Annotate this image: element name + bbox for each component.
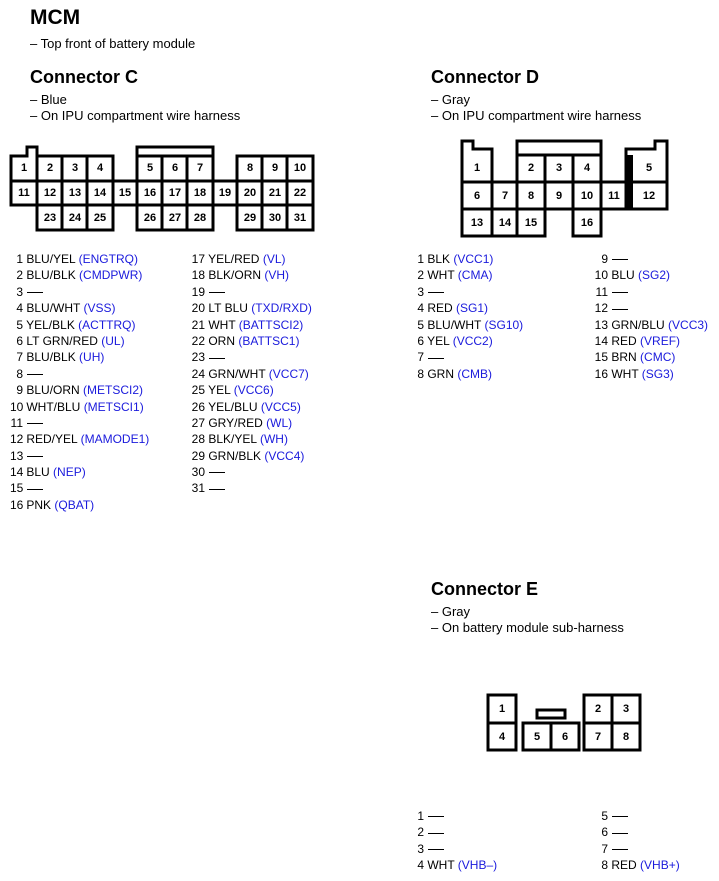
cavity-label: 21 xyxy=(268,187,282,199)
pin-row xyxy=(588,284,708,300)
cavity-label: 7 xyxy=(196,162,204,174)
cavity-label: 12 xyxy=(642,190,656,202)
pin-number: 10 xyxy=(594,268,608,283)
cavity-label: 8 xyxy=(622,731,630,743)
cavity-label: 11 xyxy=(18,187,30,199)
pin-row xyxy=(411,284,523,300)
pin-row xyxy=(186,399,312,415)
pin-row xyxy=(588,267,708,283)
connector-c-pins-right xyxy=(186,251,312,497)
signal-name: (METSCI1) xyxy=(83,399,144,414)
signal-name: (VHB–) xyxy=(457,858,498,873)
pin-row xyxy=(186,300,312,316)
wire-color: RED xyxy=(611,333,637,348)
pin-row xyxy=(588,857,680,873)
signal-name: (CMB) xyxy=(457,366,493,381)
signal-name: (VCC6) xyxy=(233,383,274,398)
signal-name: (CMDPWR) xyxy=(79,268,143,283)
wire-color: GRN/WHT xyxy=(208,366,266,381)
pin-number: 15 xyxy=(10,481,24,496)
cavity-label: 14 xyxy=(93,187,107,199)
wire-color: GRN/BLK xyxy=(208,448,262,463)
cavity-label: 9 xyxy=(555,190,563,202)
wire-color: BLU/BLK xyxy=(26,350,76,365)
connector-d-pins-right xyxy=(588,251,708,382)
pin-row xyxy=(186,284,312,300)
pin-row xyxy=(411,317,523,333)
wire-color: RED xyxy=(611,858,637,873)
pin-row xyxy=(186,251,312,267)
wire-color: WHT/BLU xyxy=(26,399,81,414)
pin-number: 27 xyxy=(191,415,205,430)
pin-number: 20 xyxy=(191,301,205,316)
signal-name: (SG2) xyxy=(638,268,671,283)
pin-number: 1 xyxy=(16,252,23,266)
pin-row xyxy=(10,464,149,480)
wire-color: BLU xyxy=(611,268,635,283)
pin-number: 5 xyxy=(601,809,608,823)
cavity-label: 28 xyxy=(193,212,207,224)
pin-number: 11 xyxy=(10,415,23,430)
wire-color: BLU/WHT xyxy=(26,301,81,316)
pin-number: 5 xyxy=(417,317,424,332)
signal-name: (SG3) xyxy=(641,366,674,381)
pin-row xyxy=(411,267,523,283)
signal-name: (SG1) xyxy=(456,301,489,316)
cavity-label: 1 xyxy=(20,162,28,174)
cavity-label: 5 xyxy=(146,162,154,174)
cavity-label: 3 xyxy=(555,162,563,174)
pin-row xyxy=(186,464,312,480)
pin-number: 28 xyxy=(191,432,205,447)
signal-name: (VREF) xyxy=(640,333,681,348)
cavity-label: 14 xyxy=(498,217,512,229)
wire-color: BLU/YEL xyxy=(26,252,76,266)
cavity-label: 30 xyxy=(268,212,282,224)
pin-number: 30 xyxy=(191,465,205,480)
wire-color: BLU xyxy=(26,465,50,480)
connector-d-title: Connector D xyxy=(431,67,539,87)
pin-number: 29 xyxy=(191,448,205,463)
pin-row xyxy=(588,317,708,333)
unused-pin-dash xyxy=(428,833,444,834)
pin-row xyxy=(186,366,312,382)
pin-row xyxy=(588,300,708,316)
wire-color: GRY/RED xyxy=(208,415,263,430)
unused-pin-dash xyxy=(428,816,444,817)
wire-color: BLK/ORN xyxy=(208,268,262,283)
wire-color: BLK/YEL xyxy=(208,432,257,447)
signal-name: (CMA) xyxy=(457,268,493,283)
unused-pin-dash xyxy=(612,849,628,850)
signal-name: (VL) xyxy=(262,252,286,266)
cavity-label: 10 xyxy=(293,162,307,174)
pin-row xyxy=(588,251,708,267)
unused-pin-dash xyxy=(209,292,225,293)
signal-name: (VCC2) xyxy=(452,333,493,348)
cavity-label: 4 xyxy=(96,162,104,174)
pin-row xyxy=(10,448,149,464)
cavity-label: 6 xyxy=(171,162,179,174)
pin-row xyxy=(10,366,149,382)
pin-number: 4 xyxy=(16,301,23,316)
pin-row xyxy=(10,399,149,415)
pin-row xyxy=(411,251,523,267)
wire-color: BLU/BLK xyxy=(26,268,76,283)
cavity-label: 10 xyxy=(580,190,594,202)
pin-number: 18 xyxy=(191,268,205,283)
signal-name: (QBAT) xyxy=(54,497,95,512)
pin-number: 22 xyxy=(191,333,205,348)
signal-name: (ENGTRQ) xyxy=(78,252,138,266)
connector-e-pins-right xyxy=(588,808,680,874)
pin-row xyxy=(10,300,149,316)
connector-d-color: – Gray xyxy=(431,92,471,107)
pin-number: 31 xyxy=(191,481,205,496)
signal-name: (CMC) xyxy=(640,350,676,365)
pin-number: 26 xyxy=(191,399,205,414)
cavity-label: 6 xyxy=(561,731,569,743)
unused-pin-dash xyxy=(612,292,628,293)
pin-number: 2 xyxy=(417,268,424,283)
pin-row xyxy=(10,431,149,447)
cavity-label: 22 xyxy=(293,187,307,199)
cavity-label: 8 xyxy=(246,162,254,174)
pin-number: 6 xyxy=(601,825,608,840)
wire-color: RED xyxy=(427,301,453,316)
pin-row xyxy=(10,349,149,365)
unused-pin-dash xyxy=(428,358,444,359)
wire-color: LT BLU xyxy=(208,301,248,316)
cavity-label: 15 xyxy=(118,187,132,199)
wire-color: WHT xyxy=(208,317,236,332)
pin-number: 15 xyxy=(594,350,608,365)
wire-color: BLK xyxy=(427,252,451,266)
cavity-label: 9 xyxy=(271,162,279,174)
wire-color: WHT xyxy=(611,366,639,381)
wire-color: PNK xyxy=(26,497,52,512)
pin-row xyxy=(10,382,149,398)
pin-row xyxy=(186,431,312,447)
signal-name: (VCC3) xyxy=(668,317,709,332)
pin-row xyxy=(186,415,312,431)
pin-number: 17 xyxy=(191,252,205,266)
pin-row xyxy=(10,333,149,349)
pin-row xyxy=(411,333,523,349)
signal-name: (UL) xyxy=(101,333,125,348)
unused-pin-dash xyxy=(27,292,43,293)
pin-row xyxy=(411,841,497,857)
cavity-label: 3 xyxy=(622,703,630,715)
pin-number: 21 xyxy=(191,317,205,332)
wire-color: WHT xyxy=(427,268,455,283)
pin-number: 9 xyxy=(601,252,608,266)
wire-color: LT GRN/RED xyxy=(26,333,98,348)
cavity-label: 8 xyxy=(527,190,535,202)
signal-name: (SG10) xyxy=(484,317,524,332)
unused-pin-dash xyxy=(428,292,444,293)
wire-color: RED/YEL xyxy=(26,432,78,447)
wire-color: YEL xyxy=(208,383,231,398)
connector-d-pins-left xyxy=(411,251,523,382)
wire-color: BLU/ORN xyxy=(26,383,80,398)
pin-row xyxy=(588,333,708,349)
pin-number: 3 xyxy=(417,841,424,856)
pin-number: 4 xyxy=(417,301,424,316)
pin-number: 2 xyxy=(417,825,424,840)
pin-number: 3 xyxy=(417,284,424,299)
unused-pin-dash xyxy=(612,816,628,817)
cavity-label: 4 xyxy=(498,731,506,743)
pin-number: 8 xyxy=(417,366,424,381)
cavity-label: 26 xyxy=(143,212,157,224)
cavity-label: 18 xyxy=(193,187,207,199)
wire-color: GRN xyxy=(427,366,455,381)
pin-row xyxy=(411,349,523,365)
pin-number: 10 xyxy=(10,399,24,414)
pin-number: 4 xyxy=(417,858,424,873)
signal-name: (VHB+) xyxy=(640,858,680,873)
pin-number: 7 xyxy=(601,841,608,856)
signal-name: (BATTSCI2) xyxy=(238,317,304,332)
connector-c-pins-left xyxy=(10,251,149,513)
signal-name: (WH) xyxy=(259,432,288,447)
wire-color: YEL/BLU xyxy=(208,399,258,414)
pin-row xyxy=(10,251,149,267)
pin-row xyxy=(588,349,708,365)
pin-row xyxy=(186,480,312,496)
pin-number: 1 xyxy=(417,252,424,266)
pin-number: 8 xyxy=(601,858,608,873)
pin-row xyxy=(10,267,149,283)
pin-number: 13 xyxy=(10,448,24,463)
signal-name: (VCC5) xyxy=(260,399,301,414)
signal-name: (VSS) xyxy=(83,301,116,316)
pin-number: 7 xyxy=(417,350,424,365)
pin-row xyxy=(10,497,149,513)
pin-row xyxy=(186,267,312,283)
unused-pin-dash xyxy=(27,423,43,424)
signal-name: (NEP) xyxy=(53,465,86,480)
signal-name: (ACTTRQ) xyxy=(78,317,136,332)
pin-number: 12 xyxy=(594,301,608,316)
signal-name: (METSCI2) xyxy=(83,383,144,398)
pin-number: 7 xyxy=(16,350,23,365)
unused-pin-dash xyxy=(612,309,628,310)
pin-number: 16 xyxy=(594,366,608,381)
cavity-label: 2 xyxy=(527,162,535,174)
wire-color: GRN/BLU xyxy=(611,317,665,332)
pin-number: 13 xyxy=(594,317,608,332)
pin-row xyxy=(411,824,497,840)
signal-name: (WL) xyxy=(266,415,293,430)
unused-pin-dash xyxy=(428,849,444,850)
signal-name: (BATTSC1) xyxy=(238,333,300,348)
signal-name: (MAMODE1) xyxy=(80,432,150,447)
pin-row xyxy=(186,317,312,333)
cavity-label: 7 xyxy=(501,190,509,202)
pin-row xyxy=(186,382,312,398)
signal-name: (UH) xyxy=(79,350,105,365)
cavity-label: 17 xyxy=(168,187,182,199)
page-title: MCM xyxy=(30,6,81,29)
pin-number: 8 xyxy=(16,366,23,381)
pin-number: 11 xyxy=(595,284,608,299)
pin-row xyxy=(411,300,523,316)
pin-number: 6 xyxy=(16,333,23,348)
pin-number: 14 xyxy=(10,465,24,480)
wire-color: YEL/BLK xyxy=(26,317,75,332)
pin-row xyxy=(186,448,312,464)
pin-number: 12 xyxy=(10,432,24,447)
cavity-label: 19 xyxy=(218,187,232,199)
unused-pin-dash xyxy=(27,456,43,457)
connector-e-title: Connector E xyxy=(431,579,539,599)
pin-number: 3 xyxy=(16,284,23,299)
pin-number: 14 xyxy=(594,333,608,348)
wire-color: YEL/RED xyxy=(208,252,260,266)
cavity-label: 16 xyxy=(143,187,157,199)
wire-color: ORN xyxy=(208,333,236,348)
cavity-label: 16 xyxy=(580,217,594,229)
cavity-label: 23 xyxy=(43,212,57,224)
pin-number: 23 xyxy=(191,350,205,365)
signal-name: (VH) xyxy=(264,268,290,283)
pin-row xyxy=(10,317,149,333)
cavity-label: 2 xyxy=(46,162,54,174)
cavity-label: 7 xyxy=(594,731,602,743)
cavity-label: 2 xyxy=(594,703,602,715)
cavity-label: 20 xyxy=(243,187,257,199)
pin-number: 9 xyxy=(16,383,23,398)
unused-pin-dash xyxy=(209,472,225,473)
signal-name: (TXD/RXD) xyxy=(251,301,312,316)
connector-c-location: – On IPU compartment wire harness xyxy=(30,108,241,123)
pin-row xyxy=(411,366,523,382)
wire-color: BLU/WHT xyxy=(427,317,482,332)
pin-row xyxy=(10,480,149,496)
pin-row xyxy=(10,284,149,300)
pin-row xyxy=(186,333,312,349)
connector-c-color: – Blue xyxy=(30,92,67,107)
pin-number: 5 xyxy=(16,317,23,332)
unused-pin-dash xyxy=(612,259,628,260)
cavity-label: 13 xyxy=(470,217,484,229)
connector-e-location: – On battery module sub-harness xyxy=(431,620,624,635)
cavity-label: 24 xyxy=(68,212,82,224)
cavity-label: 3 xyxy=(71,162,79,174)
unused-pin-dash xyxy=(209,358,225,359)
wire-color: BRN xyxy=(611,350,637,365)
pin-row xyxy=(10,415,149,431)
cavity-label: 25 xyxy=(93,212,107,224)
pin-row xyxy=(411,808,497,824)
cavity-label: 11 xyxy=(608,190,620,202)
cavity-label: 1 xyxy=(498,703,506,715)
pin-number: 16 xyxy=(10,497,24,512)
connector-e-pins-left xyxy=(411,808,497,874)
unused-pin-dash xyxy=(209,489,225,490)
connector-c-title: Connector C xyxy=(30,67,138,87)
pin-number: 6 xyxy=(417,333,424,348)
cavity-label: 1 xyxy=(473,162,481,174)
pin-row xyxy=(186,349,312,365)
wire-color: WHT xyxy=(427,858,455,873)
pin-number: 2 xyxy=(16,268,23,283)
pin-number: 25 xyxy=(191,383,205,398)
signal-name: (VCC4) xyxy=(264,448,305,463)
connector-d-location: – On IPU compartment wire harness xyxy=(431,108,642,123)
pin-number: 19 xyxy=(191,284,205,299)
signal-name: (VCC1) xyxy=(453,252,494,266)
signal-name: (VCC7) xyxy=(268,366,309,381)
pin-number: 24 xyxy=(191,366,205,381)
pin-row xyxy=(588,824,680,840)
cavity-label: 5 xyxy=(533,731,541,743)
pin-number: 1 xyxy=(417,809,424,823)
cavity-label: 6 xyxy=(473,190,481,202)
cavity-label: 15 xyxy=(524,217,538,229)
cavity-label: 4 xyxy=(583,162,591,174)
pin-row xyxy=(588,366,708,382)
unused-pin-dash xyxy=(27,489,43,490)
page-subtitle: – Top front of battery module xyxy=(30,36,196,51)
pin-row xyxy=(588,808,680,824)
cavity-label: 31 xyxy=(293,212,307,224)
unused-pin-dash xyxy=(612,833,628,834)
pin-row xyxy=(411,857,497,873)
cavity-label: 27 xyxy=(168,212,182,224)
cavity-label: 5 xyxy=(645,162,653,174)
cavity-label: 13 xyxy=(68,187,82,199)
wire-color: YEL xyxy=(427,333,450,348)
unused-pin-dash xyxy=(27,374,43,375)
cavity-label: 12 xyxy=(43,187,57,199)
pin-row xyxy=(588,841,680,857)
connector-e-color: – Gray xyxy=(431,604,471,619)
cavity-label: 29 xyxy=(243,212,257,224)
